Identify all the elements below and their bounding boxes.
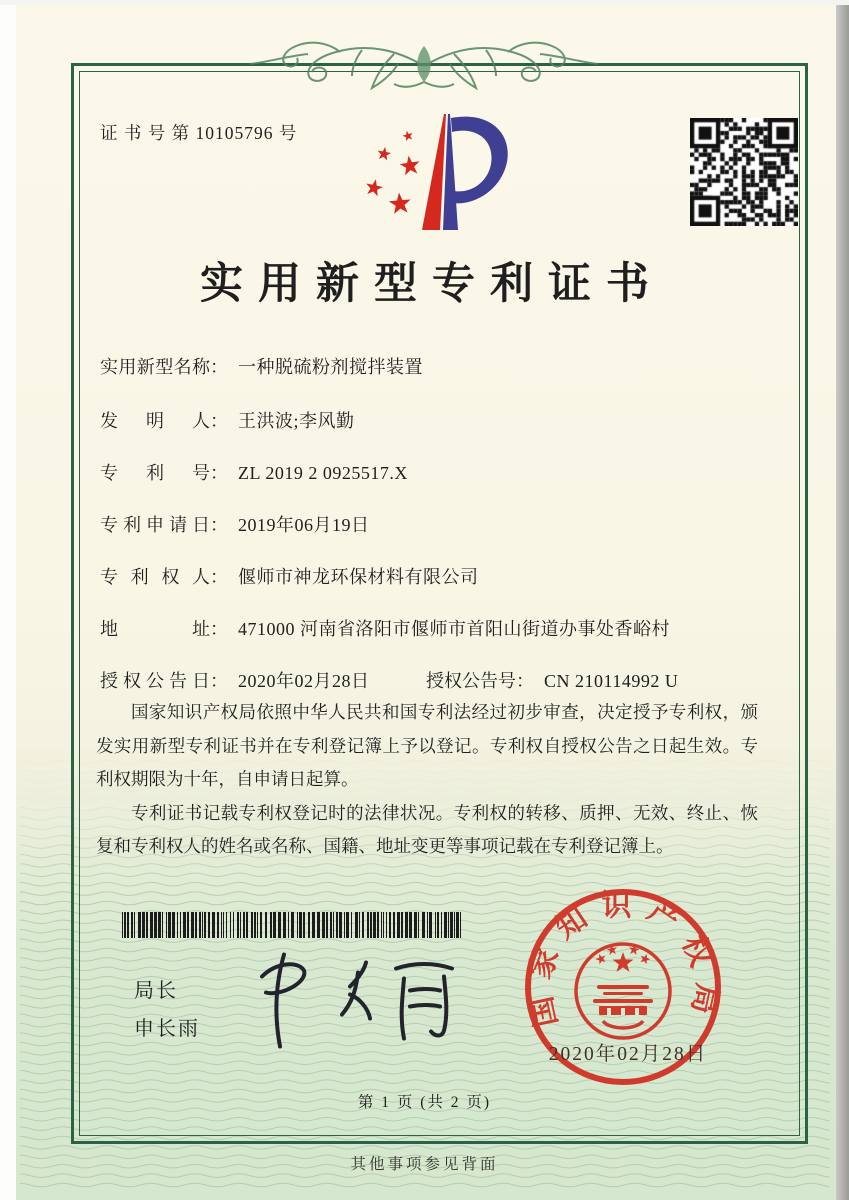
field-filing-date bbox=[100, 511, 370, 537]
field-address bbox=[100, 615, 670, 641]
legal-paragraph-2: 专利证书记载专利权登记时的法律状况。专利权的转移、质押、无效、终止、恢复和专利权人的姓名或名称、国籍、地址变更等事项记载在专利登记簿上。 bbox=[96, 802, 758, 857]
barcode-bar bbox=[333, 912, 334, 938]
signer-title: 局长 bbox=[134, 980, 178, 1002]
barcode-bar bbox=[435, 912, 436, 938]
barcode-bar bbox=[351, 912, 352, 938]
top-flourish-ornament bbox=[244, 30, 604, 102]
field-value: 471000 河南省洛阳市偃师市首阳山街道办事处香峪村 bbox=[238, 619, 670, 639]
barcode-bar bbox=[127, 912, 129, 938]
barcode-bar bbox=[346, 912, 349, 938]
barcode-bar bbox=[454, 912, 455, 938]
barcode-bar bbox=[288, 912, 289, 938]
barcode-bar bbox=[237, 912, 239, 938]
barcode-bar bbox=[246, 912, 248, 938]
scan-edge-right bbox=[836, 0, 849, 1200]
barcode-bar bbox=[146, 912, 148, 938]
barcode-bar bbox=[204, 912, 206, 938]
barcode-bar bbox=[131, 912, 133, 938]
barcode-bar bbox=[317, 912, 320, 938]
signer-name: 申长雨 bbox=[134, 1018, 200, 1040]
field-label: 专利申请日 bbox=[100, 515, 210, 535]
barcode-bar bbox=[122, 912, 123, 938]
barcode-bar bbox=[422, 912, 425, 938]
barcode-bar bbox=[460, 912, 461, 938]
barcode-bar bbox=[303, 912, 305, 938]
barcode-bar bbox=[370, 912, 372, 938]
barcode-bar bbox=[172, 912, 175, 938]
barcode-bar bbox=[187, 912, 189, 938]
legal-text bbox=[96, 696, 758, 864]
barcode-bar bbox=[270, 912, 272, 938]
barcode-bar bbox=[199, 912, 201, 938]
barcode-bar bbox=[418, 912, 419, 938]
barcode-bar bbox=[226, 912, 227, 938]
barcode-bar bbox=[429, 912, 432, 938]
barcode-bar bbox=[308, 912, 310, 938]
barcode-bar bbox=[283, 912, 286, 938]
barcode-bar bbox=[195, 912, 197, 938]
barcode-bar bbox=[223, 912, 224, 938]
label-colon: ： bbox=[210, 619, 228, 639]
barcode-bar bbox=[336, 912, 338, 938]
barcode-bar bbox=[448, 912, 449, 938]
barcode-bar bbox=[299, 912, 302, 938]
barcode-bar bbox=[373, 912, 376, 938]
barcode-bar bbox=[330, 912, 332, 938]
back-side-note: 其他事项参见背面 bbox=[350, 1156, 499, 1173]
label-colon: ： bbox=[210, 463, 228, 483]
cnipa-logo-icon bbox=[352, 108, 532, 236]
barcode-bar bbox=[326, 912, 328, 938]
signer-block bbox=[134, 972, 200, 1048]
barcode-bar bbox=[221, 912, 222, 938]
barcode-bar bbox=[381, 912, 382, 938]
barcode-bar bbox=[257, 912, 258, 938]
certificate-title: 实用新型专利证书 bbox=[200, 261, 664, 308]
barcode-bar bbox=[177, 912, 178, 938]
barcode-bar bbox=[240, 912, 241, 938]
scan-edge-top bbox=[0, 0, 849, 5]
barcode-bar bbox=[437, 912, 439, 938]
field-label: 专利权人 bbox=[100, 567, 210, 587]
barcode-bar bbox=[367, 912, 369, 938]
barcode-bar bbox=[389, 912, 391, 938]
barcode-bar bbox=[166, 912, 167, 938]
grant-date-value: 2020年02月28日 bbox=[238, 671, 370, 691]
barcode-bar bbox=[168, 912, 171, 938]
barcode-bar bbox=[273, 912, 276, 938]
barcode-bar bbox=[138, 912, 141, 938]
field-label: 专利号 bbox=[100, 463, 210, 483]
barcode-icon bbox=[122, 912, 470, 938]
qr-code-icon bbox=[690, 118, 798, 226]
barcode-bar bbox=[142, 912, 145, 938]
barcode-bar bbox=[251, 912, 253, 938]
barcode-bar bbox=[233, 912, 234, 938]
page-number: 第 1 页 (共 2 页) bbox=[357, 1094, 492, 1111]
barcode-bar bbox=[397, 912, 400, 938]
label-colon: ： bbox=[210, 411, 228, 431]
grant-date-label: 授权公告日 bbox=[100, 671, 210, 691]
barcode-bar bbox=[362, 912, 364, 938]
barcode-bar bbox=[162, 912, 163, 938]
barcode-bar bbox=[154, 912, 157, 938]
barcode-bar bbox=[183, 912, 186, 938]
barcode-bar bbox=[409, 912, 412, 938]
barcode-bar bbox=[441, 912, 442, 938]
barcode-bar bbox=[134, 912, 135, 938]
barcode-bar bbox=[427, 912, 428, 938]
barcode-bar bbox=[312, 912, 315, 938]
seal-ring-text: 国家知识产权局 bbox=[522, 889, 724, 1030]
field-patent-number bbox=[100, 459, 408, 485]
barcode-bar bbox=[180, 912, 181, 938]
barcode-bar bbox=[355, 912, 358, 938]
barcode-bar bbox=[383, 912, 384, 938]
label-colon: ： bbox=[210, 567, 228, 587]
field-value: ZL 2019 2 0925517.X bbox=[238, 463, 408, 483]
barcode-bar bbox=[297, 912, 298, 938]
barcode-bar bbox=[230, 912, 231, 938]
label-colon: ： bbox=[516, 671, 534, 691]
barcode-bar bbox=[344, 912, 345, 938]
legal-paragraph-1: 国家知识产权局依照中华人民共和国专利法经过初步审查，决定授予专利权，颁发实用新型专利证书并在专利登记簿上予以登记。专利权自授权公告之日起生效。专利权期限为十年，自申请日起算。 bbox=[96, 702, 758, 790]
barcode-bar bbox=[217, 912, 219, 938]
barcode-bar bbox=[414, 912, 417, 938]
field-utility-model-name bbox=[100, 353, 423, 379]
barcode-bar bbox=[191, 912, 194, 938]
field-value: 王洪波;李风勤 bbox=[238, 411, 355, 431]
barcode-bar bbox=[377, 912, 379, 938]
barcode-bar bbox=[243, 912, 245, 938]
barcode-bar bbox=[393, 912, 395, 938]
barcode-bar bbox=[208, 912, 210, 938]
barcode-bar bbox=[158, 912, 161, 938]
label-colon: ： bbox=[210, 357, 228, 377]
barcode-bar bbox=[291, 912, 294, 938]
barcode-bar bbox=[339, 912, 342, 938]
field-label: 实用新型名称 bbox=[100, 357, 210, 377]
certificate-number: 证 书 号 第 10105796 号 bbox=[100, 123, 298, 143]
label-colon: ： bbox=[210, 515, 228, 535]
field-inventors bbox=[100, 407, 355, 433]
barcode-bar bbox=[124, 912, 126, 938]
label-colon: ： bbox=[210, 671, 228, 691]
barcode-bar bbox=[202, 912, 203, 938]
field-patentee bbox=[100, 563, 479, 589]
scan-edge-left bbox=[0, 0, 16, 1200]
barcode-bar bbox=[265, 912, 267, 938]
barcode-bar bbox=[450, 912, 453, 938]
signature-icon bbox=[246, 940, 466, 1055]
barcode-bar bbox=[212, 912, 215, 938]
field-value: 一种脱硫粉剂搅拌装置 bbox=[238, 357, 423, 377]
barcode-bar bbox=[405, 912, 408, 938]
grant-number-value: CN 210114992 U bbox=[544, 671, 679, 691]
national-emblem bbox=[576, 944, 670, 1038]
field-label: 发明人 bbox=[100, 411, 210, 431]
field-label: 地址 bbox=[100, 619, 210, 639]
barcode-bar bbox=[386, 912, 387, 938]
field-value: 偃师市神龙环保材料有限公司 bbox=[238, 567, 479, 587]
barcode-bar bbox=[260, 912, 262, 938]
barcode-bar bbox=[278, 912, 281, 938]
barcode-bar bbox=[401, 912, 403, 938]
barcode-bar bbox=[322, 912, 325, 938]
field-value: 2019年06月19日 bbox=[238, 515, 370, 535]
barcode-bar bbox=[359, 912, 360, 938]
field-grant-row bbox=[100, 667, 678, 693]
barcode-bar bbox=[456, 912, 459, 938]
seal-date: 2020年02月28日 bbox=[548, 1044, 708, 1065]
grant-number-label: 授权公告号 bbox=[426, 671, 516, 691]
barcode-bar bbox=[254, 912, 256, 938]
grant-number-pair bbox=[426, 671, 678, 691]
barcode-bar bbox=[444, 912, 447, 938]
barcode-bar bbox=[150, 912, 153, 938]
